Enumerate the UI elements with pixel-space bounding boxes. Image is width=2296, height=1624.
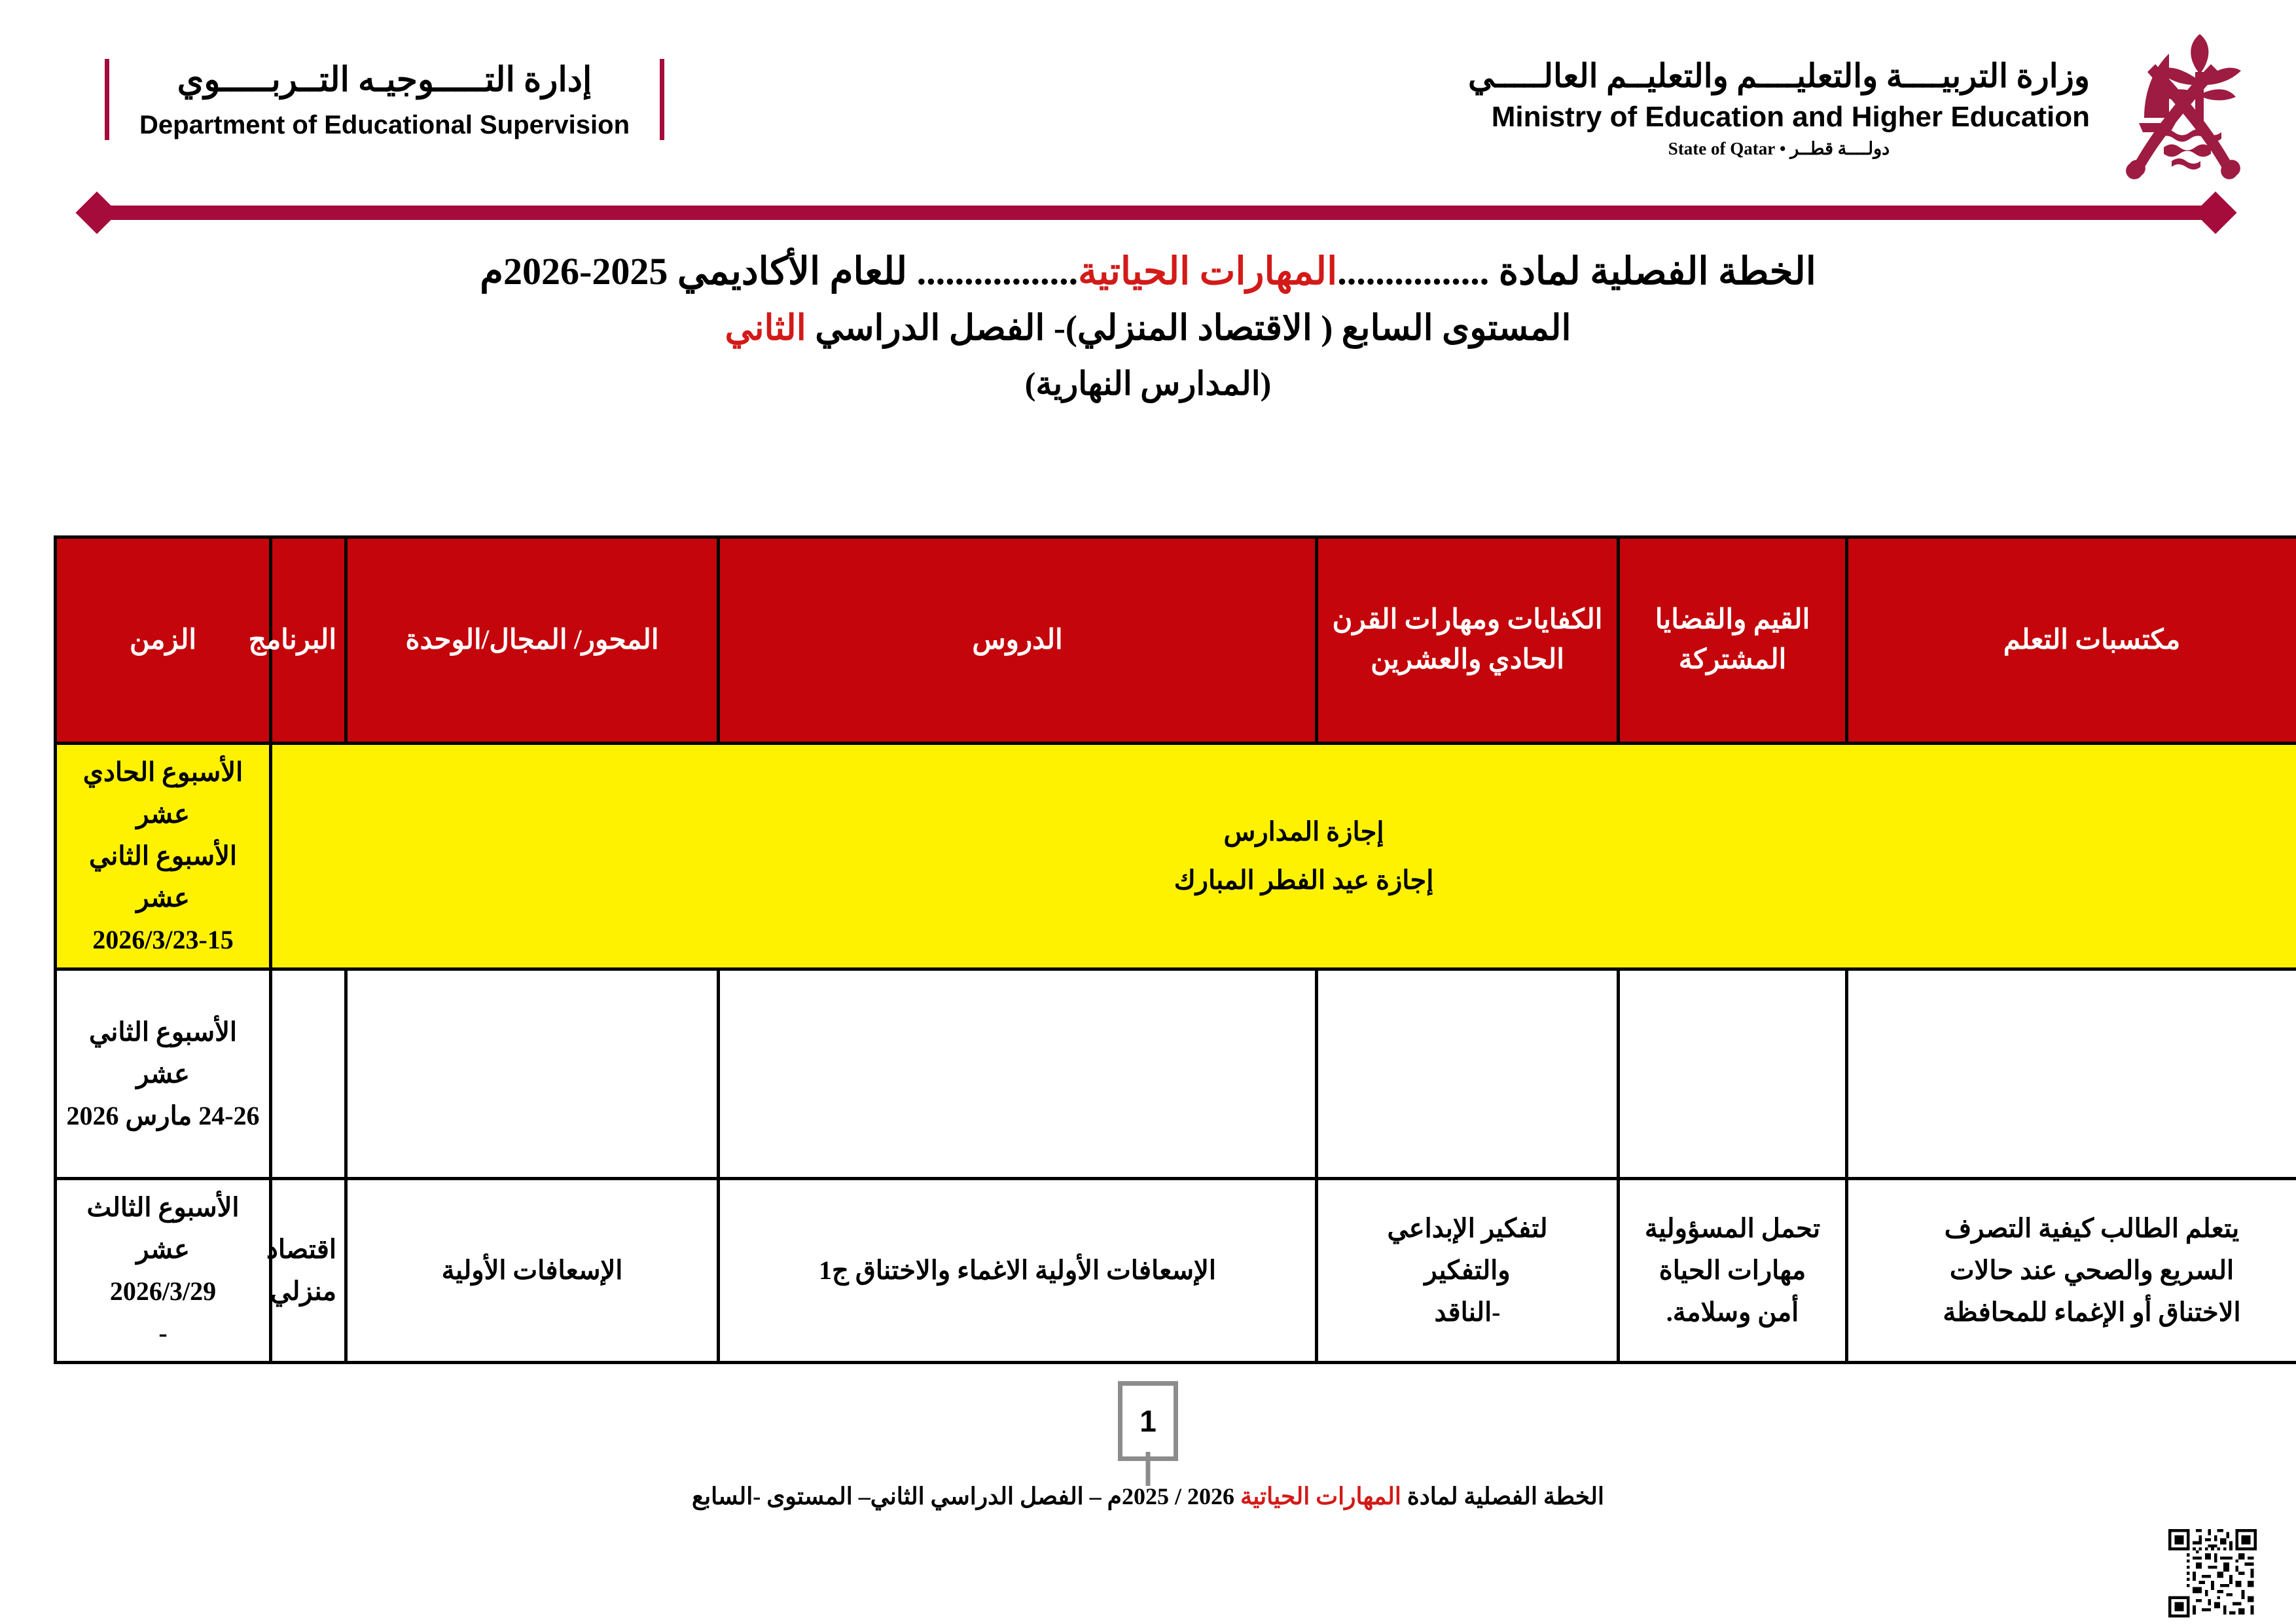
table-row-empty <box>56 969 2296 1179</box>
empty-lessons-cell <box>719 969 1317 1179</box>
ministry-name-english: Ministry of Education and Higher Education <box>1491 100 2090 133</box>
column-header-values: القيم والقضايا المشتركة <box>1619 537 1847 744</box>
column-header-time: الزمن <box>56 537 271 744</box>
title-line-1-before: الخطة الفصلية لمادة ................ <box>1337 250 1816 293</box>
department-name-english: Department of Educational Supervision <box>139 111 630 139</box>
skills-line-3: -الناقد <box>1434 1297 1501 1327</box>
lesson-outcomes-cell <box>1847 1179 2296 1363</box>
lesson-date-dash: - <box>158 1318 168 1348</box>
table-row-lesson <box>56 1179 2296 1363</box>
lesson-date: 2026/3/29 <box>109 1276 217 1306</box>
state-of-qatar-label: دولــــة قطــر • State of Qatar <box>1668 138 1890 158</box>
empty-values-cell <box>1619 969 1847 1179</box>
footer-text <box>0 1483 2296 1510</box>
holiday-line-1: إجازة المدارس <box>1223 817 1384 846</box>
empty-time-cell <box>56 969 271 1179</box>
lesson-values-cell <box>1619 1179 1847 1363</box>
qr-code-icon <box>2168 1529 2257 1617</box>
empty-outcomes-cell <box>1847 969 2296 1179</box>
empty-program-cell <box>271 969 346 1179</box>
table-row-holiday <box>56 744 2296 969</box>
footer-text-before: الخطة الفصلية لمادة <box>1401 1483 1604 1509</box>
column-header-unit: المحور/ المجال/الوحدة <box>346 537 719 744</box>
divider-diamond-right-icon <box>2194 191 2236 234</box>
table-header-row <box>56 537 2296 744</box>
program-line-2: منزلي <box>270 1276 336 1306</box>
holiday-date-range: 2026/3/23-15 <box>92 925 234 954</box>
footer-subject-highlight: المهارات الحياتية <box>1240 1483 1401 1509</box>
divider-bar <box>95 206 2217 220</box>
empty-date-range: 24-26 مارس 2026 <box>66 1100 260 1130</box>
department-name-arabic: إدارة التـــــوجيـه التــربـــــوي <box>177 62 592 99</box>
title-term-highlight: الثاني <box>725 308 806 348</box>
empty-week-label: الأسبوع الثاني عشر <box>88 1017 238 1089</box>
column-header-outcomes: مكتسبات التعلم <box>1847 537 2296 744</box>
outcomes-line-1: يتعلم الطالب كيفية التصرف <box>1944 1214 2240 1243</box>
qatar-state-emblem-icon <box>2113 33 2253 183</box>
title-line-1 <box>0 242 2296 301</box>
lesson-time-cell <box>56 1179 271 1363</box>
skills-line-1: لتفكير الإبداعي <box>1387 1214 1548 1243</box>
holiday-week-2: الأسبوع الثاني عشر <box>88 841 238 912</box>
values-line-3: أمن وسلامة. <box>1666 1297 1799 1327</box>
holiday-week-1: الأسبوع الحادي عشر <box>82 757 243 829</box>
column-header-lessons: الدروس <box>719 537 1317 744</box>
ministry-logo-block <box>1468 56 2090 159</box>
title-line-2-before: المستوى السابع ( الاقتصاد المنزلي)- الفصل الدراسي <box>806 308 1571 348</box>
outcomes-line-3: الاختناق أو الإغماء للمحافظة <box>1943 1297 2241 1327</box>
values-line-2: مهارات الحياة <box>1659 1255 1806 1285</box>
empty-skills-cell <box>1317 969 1619 1179</box>
ministry-name-arabic: وزارة التربيــــة والتعليــــم والتعليــم العالـــــي <box>1467 58 2090 94</box>
department-logo-block <box>105 59 664 140</box>
lesson-lessons-cell: الإسعافات الأولية الاغماء والاختناق ج1 <box>719 1179 1317 1363</box>
footer-text-after: 2026 / 2025م – الفصل الدراسي الثاني– المستوى -السابع <box>691 1483 1240 1509</box>
column-header-skills: الكفايات ومهارات القرن الحادي والعشرين <box>1317 537 1619 744</box>
table-body <box>56 744 2296 1363</box>
lesson-program-cell <box>266 1179 346 1363</box>
page-header <box>0 0 2296 209</box>
seasonal-plan-table <box>54 535 2296 1364</box>
column-header-program: البرنامج <box>271 537 346 744</box>
values-line-1: تحمل المسؤولية <box>1644 1214 1821 1243</box>
header-divider <box>0 193 2296 232</box>
document-title <box>0 242 2296 409</box>
title-subject-highlight: المهارات الحياتية <box>1078 250 1338 293</box>
outcomes-line-2: السريع والصحي عند حالات <box>1949 1255 2234 1285</box>
title-line-2 <box>0 301 2296 356</box>
lesson-unit-cell: الإسعافات الأولية <box>346 1179 719 1363</box>
holiday-time-cell <box>56 744 271 969</box>
page-number-stem <box>1146 1452 1151 1486</box>
table-header <box>56 537 2296 744</box>
holiday-notice-cell <box>271 744 2296 969</box>
lesson-skills-cell <box>1317 1179 1619 1363</box>
title-line-3: (المدارس النهارية) <box>1024 365 1272 402</box>
holiday-line-2: إجازة عيد الفطر المبارك <box>1174 865 1434 895</box>
program-line-1: اقتصاد <box>266 1235 336 1264</box>
lesson-week-label: الأسبوع الثالث عشر <box>86 1193 240 1264</box>
page-number-badge: 1 <box>1118 1381 1178 1461</box>
title-line-1-after: ................. للعام الأكاديمي 2025-2026م <box>480 250 1079 293</box>
empty-unit-cell <box>346 969 719 1179</box>
skills-line-2: والتفكير <box>1424 1255 1511 1285</box>
